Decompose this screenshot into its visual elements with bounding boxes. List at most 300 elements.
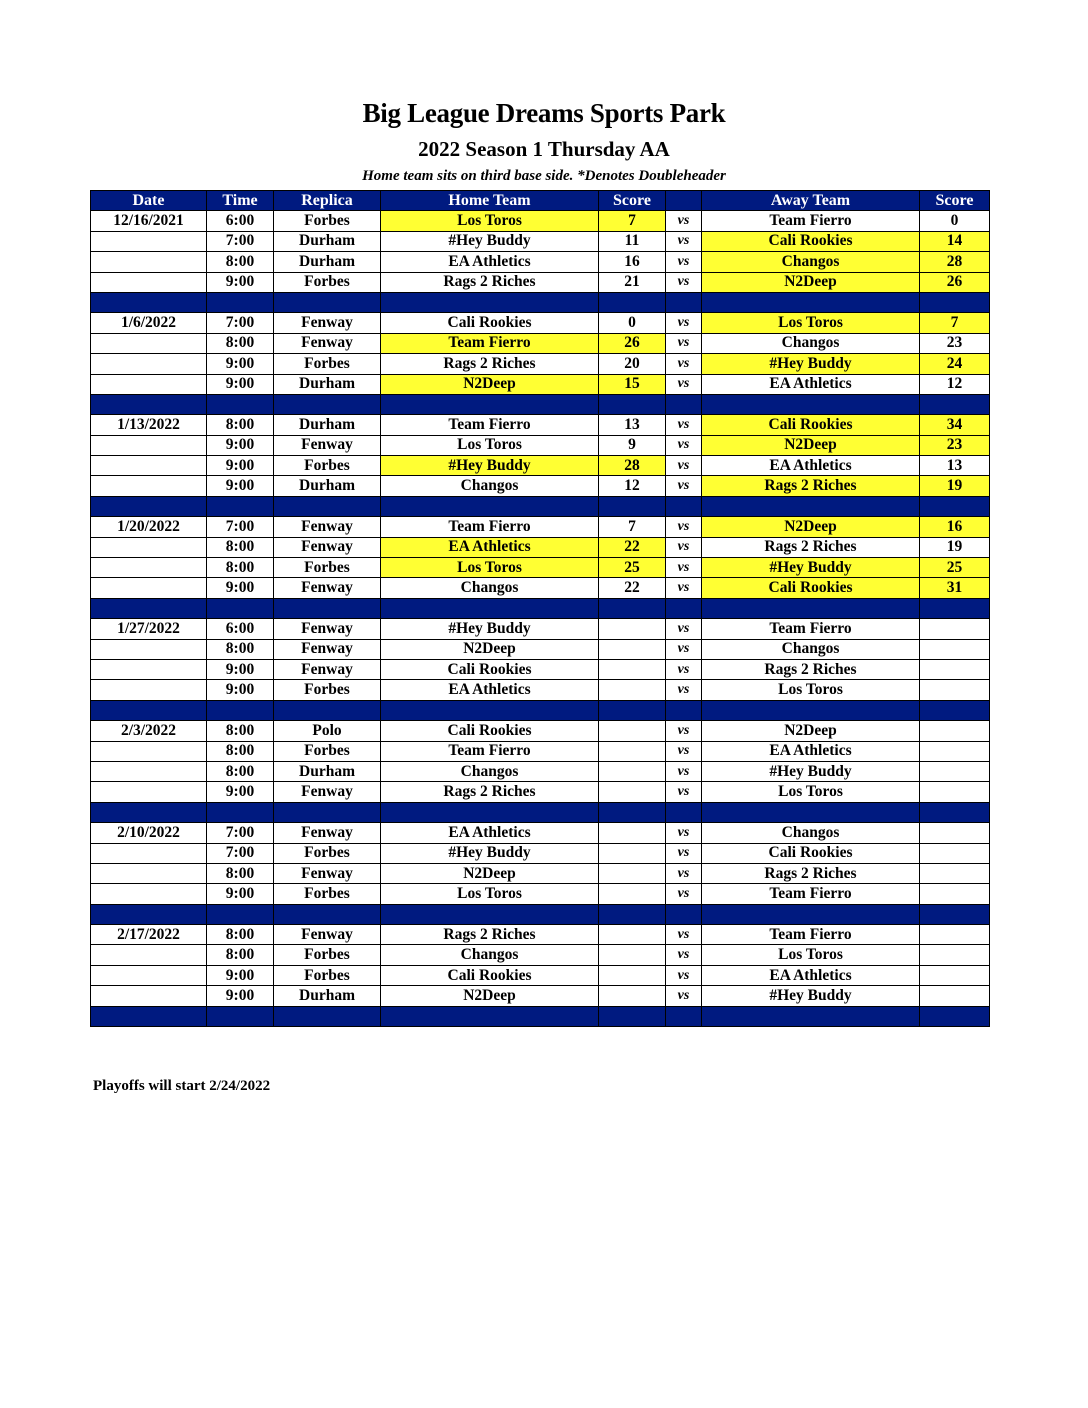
replica-cell: Forbes: [274, 558, 381, 578]
separator-cell: [381, 496, 599, 516]
separator-cell: [91, 496, 207, 516]
separator-cell: [274, 904, 381, 924]
away-team-cell: Changos: [702, 333, 920, 353]
vs-cell: vs: [666, 863, 702, 883]
time-cell: 9:00: [207, 272, 274, 292]
separator-cell: [666, 700, 702, 720]
home-score-cell: 22: [599, 578, 666, 598]
vs-cell: vs: [666, 476, 702, 496]
vs-cell: vs: [666, 435, 702, 455]
away-score-cell: [920, 761, 990, 781]
separator-cell: [91, 394, 207, 414]
away-team-cell: Team Fierro: [702, 884, 920, 904]
away-team-cell: Los Toros: [702, 313, 920, 333]
date-cell: [91, 578, 207, 598]
home-score-cell: [599, 721, 666, 741]
vs-cell: vs: [666, 252, 702, 272]
home-team-cell: Changos: [381, 761, 599, 781]
header-row: [91, 191, 990, 211]
separator-cell: [702, 394, 920, 414]
home-score-cell: 26: [599, 333, 666, 353]
table-row: [91, 537, 990, 557]
separator-cell: [599, 802, 666, 822]
table-row: [91, 374, 990, 394]
col-header-home-team: Home Team: [381, 191, 599, 211]
vs-cell: vs: [666, 272, 702, 292]
replica-cell: Polo: [274, 721, 381, 741]
vs-cell: vs: [666, 374, 702, 394]
vs-cell: vs: [666, 884, 702, 904]
date-cell: [91, 354, 207, 374]
table-row: [91, 333, 990, 353]
replica-cell: Forbes: [274, 965, 381, 985]
separator-cell: [666, 394, 702, 414]
date-cell: [91, 558, 207, 578]
away-score-cell: 26: [920, 272, 990, 292]
date-cell: [91, 333, 207, 353]
vs-cell: vs: [666, 517, 702, 537]
date-cell: 2/10/2022: [91, 823, 207, 843]
away-score-cell: [920, 965, 990, 985]
date-cell: [91, 374, 207, 394]
home-score-cell: [599, 823, 666, 843]
away-score-cell: 19: [920, 476, 990, 496]
separator-cell: [207, 1006, 274, 1026]
separator-cell: [599, 394, 666, 414]
time-cell: 9:00: [207, 374, 274, 394]
away-team-cell: N2Deep: [702, 272, 920, 292]
home-team-cell: Cali Rookies: [381, 313, 599, 333]
time-cell: 8:00: [207, 741, 274, 761]
replica-cell: Forbes: [274, 884, 381, 904]
vs-cell: vs: [666, 639, 702, 659]
home-score-cell: [599, 741, 666, 761]
replica-cell: Fenway: [274, 619, 381, 639]
separator-cell: [666, 802, 702, 822]
away-score-cell: [920, 619, 990, 639]
replica-cell: Durham: [274, 761, 381, 781]
home-score-cell: 11: [599, 231, 666, 251]
time-cell: 8:00: [207, 558, 274, 578]
separator-cell: [274, 598, 381, 618]
date-cell: [91, 741, 207, 761]
schedule-table: [90, 190, 990, 1027]
vs-cell: vs: [666, 537, 702, 557]
away-team-cell: Team Fierro: [702, 619, 920, 639]
away-team-cell: Changos: [702, 252, 920, 272]
vs-cell: vs: [666, 211, 702, 231]
date-cell: 1/6/2022: [91, 313, 207, 333]
home-score-cell: 0: [599, 313, 666, 333]
time-cell: 8:00: [207, 721, 274, 741]
week-separator-row: [91, 802, 990, 822]
vs-cell: vs: [666, 925, 702, 945]
away-team-cell: Changos: [702, 639, 920, 659]
home-team-cell: Los Toros: [381, 435, 599, 455]
separator-cell: [702, 904, 920, 924]
home-team-cell: Team Fierro: [381, 415, 599, 435]
separator-cell: [207, 292, 274, 312]
separator-cell: [702, 1006, 920, 1026]
date-cell: [91, 945, 207, 965]
separator-cell: [274, 1006, 381, 1026]
home-score-cell: 28: [599, 456, 666, 476]
away-score-cell: 0: [920, 211, 990, 231]
home-score-cell: 7: [599, 517, 666, 537]
time-cell: 8:00: [207, 537, 274, 557]
away-score-cell: 34: [920, 415, 990, 435]
table-row: [91, 680, 990, 700]
date-cell: [91, 843, 207, 863]
home-team-cell: #Hey Buddy: [381, 231, 599, 251]
home-team-cell: Changos: [381, 476, 599, 496]
table-row: [91, 782, 990, 802]
home-team-cell: N2Deep: [381, 863, 599, 883]
away-team-cell: Los Toros: [702, 782, 920, 802]
date-cell: [91, 863, 207, 883]
date-cell: [91, 782, 207, 802]
away-score-cell: 25: [920, 558, 990, 578]
date-cell: [91, 231, 207, 251]
time-cell: 9:00: [207, 680, 274, 700]
time-cell: 8:00: [207, 252, 274, 272]
separator-cell: [920, 292, 990, 312]
home-team-cell: EA Athletics: [381, 252, 599, 272]
replica-cell: Durham: [274, 231, 381, 251]
week-separator-row: [91, 598, 990, 618]
vs-cell: vs: [666, 354, 702, 374]
away-team-cell: EA Athletics: [702, 741, 920, 761]
col-header-replica: Replica: [274, 191, 381, 211]
time-cell: 8:00: [207, 761, 274, 781]
separator-cell: [207, 802, 274, 822]
table-row: [91, 843, 990, 863]
separator-cell: [702, 700, 920, 720]
separator-cell: [381, 394, 599, 414]
separator-cell: [599, 496, 666, 516]
home-score-cell: [599, 843, 666, 863]
home-team-cell: Los Toros: [381, 884, 599, 904]
table-row: [91, 639, 990, 659]
replica-cell: Fenway: [274, 313, 381, 333]
date-cell: [91, 456, 207, 476]
separator-cell: [920, 1006, 990, 1026]
table-row: [91, 252, 990, 272]
date-cell: [91, 965, 207, 985]
away-team-cell: Rags 2 Riches: [702, 863, 920, 883]
date-cell: [91, 884, 207, 904]
separator-cell: [91, 598, 207, 618]
table-row: [91, 884, 990, 904]
separator-cell: [381, 802, 599, 822]
home-team-cell: Changos: [381, 578, 599, 598]
separator-cell: [599, 292, 666, 312]
away-score-cell: [920, 659, 990, 679]
col-header-home-score: Score: [599, 191, 666, 211]
separator-cell: [381, 1006, 599, 1026]
replica-cell: Fenway: [274, 863, 381, 883]
col-header-time: Time: [207, 191, 274, 211]
separator-cell: [599, 598, 666, 618]
week-separator-row: [91, 496, 990, 516]
home-score-cell: [599, 945, 666, 965]
home-team-cell: #Hey Buddy: [381, 843, 599, 863]
replica-cell: Fenway: [274, 823, 381, 843]
table-row: [91, 231, 990, 251]
away-team-cell: EA Athletics: [702, 374, 920, 394]
away-score-cell: 16: [920, 517, 990, 537]
time-cell: 7:00: [207, 231, 274, 251]
vs-cell: vs: [666, 659, 702, 679]
home-score-cell: 7: [599, 211, 666, 231]
time-cell: 8:00: [207, 863, 274, 883]
away-score-cell: 23: [920, 333, 990, 353]
table-row: [91, 986, 990, 1006]
separator-cell: [666, 496, 702, 516]
time-cell: 9:00: [207, 965, 274, 985]
home-team-cell: Team Fierro: [381, 333, 599, 353]
home-score-cell: [599, 986, 666, 1006]
replica-cell: Forbes: [274, 843, 381, 863]
home-score-cell: 22: [599, 537, 666, 557]
away-score-cell: [920, 782, 990, 802]
date-cell: [91, 680, 207, 700]
home-team-cell: EA Athletics: [381, 823, 599, 843]
away-team-cell: N2Deep: [702, 517, 920, 537]
vs-cell: vs: [666, 680, 702, 700]
vs-cell: vs: [666, 843, 702, 863]
home-score-cell: 15: [599, 374, 666, 394]
date-cell: 2/3/2022: [91, 721, 207, 741]
separator-cell: [666, 1006, 702, 1026]
table-row: [91, 659, 990, 679]
replica-cell: Forbes: [274, 456, 381, 476]
away-team-cell: Los Toros: [702, 680, 920, 700]
replica-cell: Fenway: [274, 782, 381, 802]
away-team-cell: Rags 2 Riches: [702, 537, 920, 557]
away-team-cell: Team Fierro: [702, 925, 920, 945]
separator-cell: [91, 904, 207, 924]
separator-cell: [91, 292, 207, 312]
replica-cell: Durham: [274, 986, 381, 1006]
separator-cell: [207, 700, 274, 720]
away-score-cell: [920, 945, 990, 965]
away-team-cell: #Hey Buddy: [702, 986, 920, 1006]
vs-cell: vs: [666, 231, 702, 251]
vs-cell: vs: [666, 456, 702, 476]
time-cell: 9:00: [207, 435, 274, 455]
separator-cell: [702, 292, 920, 312]
home-score-cell: 20: [599, 354, 666, 374]
home-score-cell: [599, 782, 666, 802]
home-team-cell: Rags 2 Riches: [381, 782, 599, 802]
separator-cell: [920, 802, 990, 822]
separator-cell: [599, 904, 666, 924]
col-header-away-score: Score: [920, 191, 990, 211]
vs-cell: vs: [666, 578, 702, 598]
table-row: [91, 925, 990, 945]
separator-cell: [599, 1006, 666, 1026]
home-team-cell: Changos: [381, 945, 599, 965]
time-cell: 8:00: [207, 639, 274, 659]
home-score-cell: 25: [599, 558, 666, 578]
replica-cell: Fenway: [274, 925, 381, 945]
separator-cell: [381, 904, 599, 924]
separator-cell: [666, 904, 702, 924]
time-cell: 6:00: [207, 211, 274, 231]
table-row: [91, 313, 990, 333]
week-separator-row: [91, 394, 990, 414]
playoffs-note: Playoffs will start 2/24/2022: [93, 1078, 271, 1094]
replica-cell: Forbes: [274, 945, 381, 965]
home-team-cell: Los Toros: [381, 558, 599, 578]
away-team-cell: Changos: [702, 823, 920, 843]
replica-cell: Fenway: [274, 435, 381, 455]
home-score-cell: [599, 965, 666, 985]
separator-cell: [702, 802, 920, 822]
away-score-cell: 13: [920, 456, 990, 476]
time-cell: 6:00: [207, 619, 274, 639]
separator-cell: [381, 700, 599, 720]
table-row: [91, 435, 990, 455]
table-row: [91, 578, 990, 598]
date-cell: [91, 761, 207, 781]
vs-cell: vs: [666, 965, 702, 985]
home-team-cell: Rags 2 Riches: [381, 925, 599, 945]
home-team-cell: Team Fierro: [381, 741, 599, 761]
separator-cell: [274, 394, 381, 414]
away-score-cell: [920, 823, 990, 843]
replica-cell: Durham: [274, 415, 381, 435]
home-score-cell: [599, 680, 666, 700]
away-score-cell: 31: [920, 578, 990, 598]
week-separator-row: [91, 904, 990, 924]
col-header-vs: [666, 191, 702, 211]
home-team-cell: N2Deep: [381, 986, 599, 1006]
date-cell: [91, 435, 207, 455]
away-team-cell: Cali Rookies: [702, 231, 920, 251]
time-cell: 9:00: [207, 456, 274, 476]
vs-cell: vs: [666, 619, 702, 639]
replica-cell: Fenway: [274, 639, 381, 659]
away-score-cell: [920, 680, 990, 700]
away-score-cell: [920, 884, 990, 904]
home-team-cell: Rags 2 Riches: [381, 354, 599, 374]
away-team-cell: #Hey Buddy: [702, 761, 920, 781]
time-cell: 9:00: [207, 659, 274, 679]
page-subtitle: 2022 Season 1 Thursday AA: [418, 137, 670, 161]
replica-cell: Durham: [274, 252, 381, 272]
away-team-cell: N2Deep: [702, 721, 920, 741]
time-cell: 8:00: [207, 333, 274, 353]
separator-cell: [666, 598, 702, 618]
separator-cell: [920, 496, 990, 516]
home-team-cell: EA Athletics: [381, 680, 599, 700]
replica-cell: Fenway: [274, 578, 381, 598]
away-score-cell: [920, 741, 990, 761]
date-cell: [91, 272, 207, 292]
separator-cell: [666, 292, 702, 312]
replica-cell: Forbes: [274, 680, 381, 700]
table-row: [91, 272, 990, 292]
separator-cell: [599, 700, 666, 720]
home-team-cell: Team Fierro: [381, 517, 599, 537]
vs-cell: vs: [666, 333, 702, 353]
separator-cell: [920, 700, 990, 720]
home-team-cell: Rags 2 Riches: [381, 272, 599, 292]
replica-cell: Forbes: [274, 211, 381, 231]
replica-cell: Forbes: [274, 354, 381, 374]
time-cell: 9:00: [207, 354, 274, 374]
table-row: [91, 965, 990, 985]
time-cell: 8:00: [207, 925, 274, 945]
vs-cell: vs: [666, 761, 702, 781]
away-score-cell: 28: [920, 252, 990, 272]
date-cell: [91, 659, 207, 679]
away-team-cell: Cali Rookies: [702, 415, 920, 435]
away-score-cell: 24: [920, 354, 990, 374]
separator-cell: [381, 598, 599, 618]
time-cell: 8:00: [207, 415, 274, 435]
vs-cell: vs: [666, 415, 702, 435]
home-score-cell: [599, 884, 666, 904]
home-team-cell: Cali Rookies: [381, 965, 599, 985]
date-cell: 1/13/2022: [91, 415, 207, 435]
vs-cell: vs: [666, 558, 702, 578]
separator-cell: [91, 700, 207, 720]
away-score-cell: [920, 863, 990, 883]
home-score-cell: 9: [599, 435, 666, 455]
home-team-cell: EA Athletics: [381, 537, 599, 557]
table-row: [91, 619, 990, 639]
home-team-cell: #Hey Buddy: [381, 619, 599, 639]
table-row: [91, 721, 990, 741]
separator-cell: [207, 904, 274, 924]
date-cell: 2/17/2022: [91, 925, 207, 945]
home-score-cell: 16: [599, 252, 666, 272]
schedule-body: [91, 211, 990, 1027]
time-cell: 7:00: [207, 843, 274, 863]
away-score-cell: [920, 639, 990, 659]
separator-cell: [274, 292, 381, 312]
time-cell: 7:00: [207, 313, 274, 333]
away-score-cell: 12: [920, 374, 990, 394]
away-team-cell: EA Athletics: [702, 456, 920, 476]
col-header-date: Date: [91, 191, 207, 211]
away-score-cell: 19: [920, 537, 990, 557]
separator-cell: [274, 700, 381, 720]
away-team-cell: EA Athletics: [702, 965, 920, 985]
away-team-cell: Cali Rookies: [702, 578, 920, 598]
home-score-cell: [599, 639, 666, 659]
time-cell: 9:00: [207, 782, 274, 802]
week-separator-row: [91, 1006, 990, 1026]
separator-cell: [91, 802, 207, 822]
home-score-cell: [599, 761, 666, 781]
replica-cell: Fenway: [274, 333, 381, 353]
away-score-cell: 23: [920, 435, 990, 455]
table-row: [91, 558, 990, 578]
date-cell: [91, 537, 207, 557]
time-cell: 7:00: [207, 823, 274, 843]
date-cell: 12/16/2021: [91, 211, 207, 231]
date-cell: 1/27/2022: [91, 619, 207, 639]
schedule-note: Home team sits on third base side. *Denotes Doubleheader: [362, 168, 726, 184]
replica-cell: Fenway: [274, 659, 381, 679]
separator-cell: [920, 904, 990, 924]
home-team-cell: #Hey Buddy: [381, 456, 599, 476]
away-score-cell: [920, 721, 990, 741]
